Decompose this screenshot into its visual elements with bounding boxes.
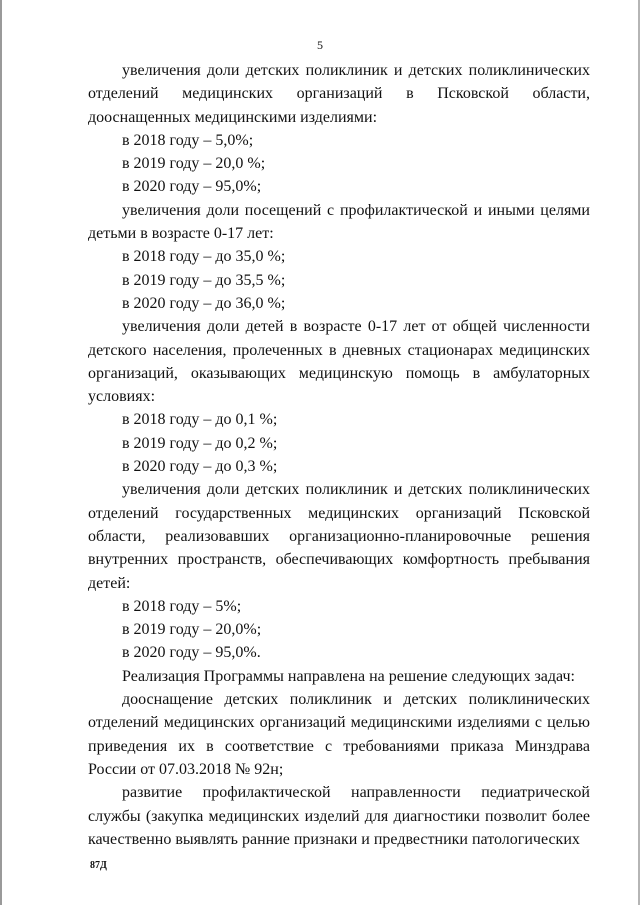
paragraph: Реализация Программы направлена на решение следующих задач: bbox=[122, 667, 575, 685]
scan-edge-left bbox=[0, 0, 2, 905]
paragraph: дооснащение детских поликлиник и детских поликлинических отделений медицинских организаций медицинскими изделиями с целью приведения их в соответствие с требованиями приказа Минздрава России от 07.03.2018 № 92н; bbox=[88, 691, 590, 778]
list-item: в 2018 году – до 35,0 %; bbox=[122, 248, 286, 266]
paragraph: увеличения доли посещений с профилактической и иными целями детьми в возрасте 0-17 лет: bbox=[88, 201, 590, 243]
list-item: в 2020 году – до 0,3 %; bbox=[122, 458, 278, 476]
list-item: в 2020 году – 95,0%; bbox=[122, 178, 262, 196]
list-item: в 2018 году – 5%; bbox=[122, 597, 242, 615]
paragraph: увеличения доли детей в возрасте 0-17 лет от общей численности детского населения, пролеченных в дневных стационарах медицинских организаций, оказывающих медицинскую помощь в амбулаторных условиях: bbox=[88, 318, 590, 406]
paragraph: увеличения доли детских поликлиник и детских поликлинических отделений медицинских организаций в Псковской области, дооснащенных медицинскими изделиями: bbox=[88, 62, 590, 126]
paragraph: развитие профилактической направленности педиатрической службы (закупка медицинских изделий для диагностики позволит более качественно выявлять ранние признаки и предвестники патологических bbox=[88, 784, 590, 848]
list-item: в 2019 году – 20,0 %; bbox=[122, 155, 266, 173]
list-item: в 2018 году – 5,0%; bbox=[122, 131, 254, 149]
list-item: в 2020 году – до 36,0 %; bbox=[122, 294, 286, 312]
list-item: в 2018 году – до 0,1 %; bbox=[122, 411, 278, 429]
list-item: в 2019 году – до 35,5 %; bbox=[122, 271, 286, 289]
list-item: в 2020 году – 95,0%. bbox=[122, 644, 261, 662]
footer-code: 87Д bbox=[90, 860, 107, 871]
list-item: в 2019 году – до 0,2 %; bbox=[122, 434, 278, 452]
page-number: 5 bbox=[317, 38, 323, 52]
paragraph: увеличения доли детских поликлиник и детских поликлинических отделений государственных медицинских организаций Псковской области, реализовавших организационно-планировочные решения внутренних пространств, обеспечивающих комфортность пребывания детей: bbox=[88, 481, 590, 592]
document-body bbox=[88, 59, 590, 851]
list-item: в 2019 году – 20,0%; bbox=[122, 621, 262, 639]
